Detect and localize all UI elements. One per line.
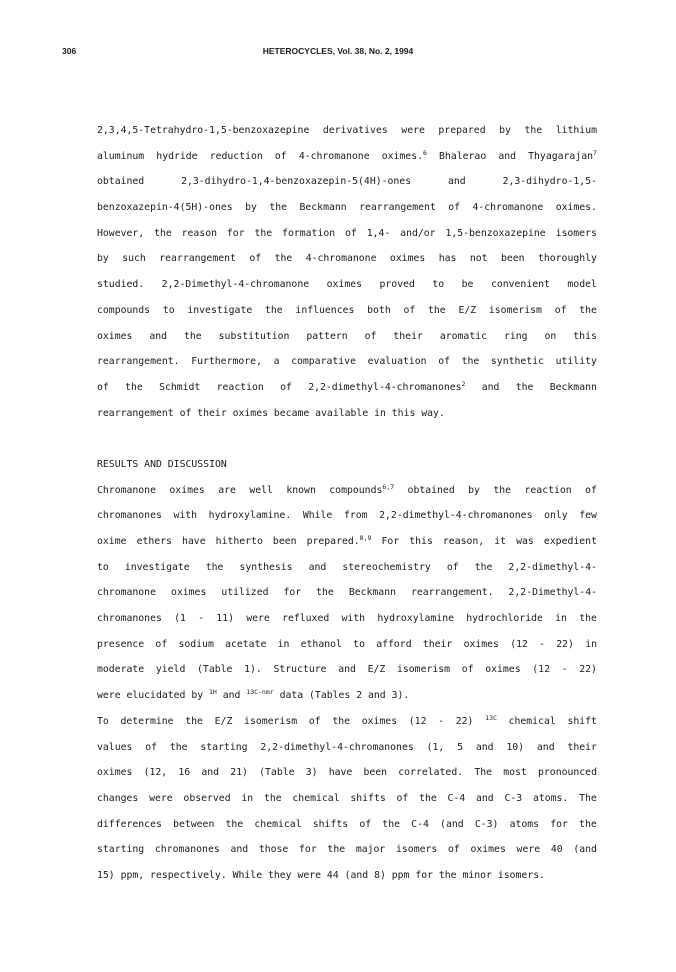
text-line: starting chromanones and those for the major isomers of oximes were 40 (and (97, 844, 597, 856)
text-line: presence of sodium acetate in ethanol to afford their oximes (12 - 22) in (97, 638, 597, 650)
text-line: oxime ethers have hitherto been prepared.$^{8,9}$ For this reason, it was expedient (97, 534, 597, 547)
text-line: benzoxazepin-4(5H)-ones by the Beckmann rearrangement of 4-chromanone oximes. (97, 202, 597, 214)
text-line: chromanones with hydroxylamine. While from 2,2-dimethyl-4-chromanones only few (97, 510, 597, 522)
section-heading: RESULTS AND DISCUSSION (97, 458, 227, 470)
text-line: of the Schmidt reaction of 2,2-dimethyl-4-chromanones$^2$ and the Beckmann (97, 379, 597, 393)
text-line: 2,3,4,5-Tetrahydro-1,5-benzoxazepine derivatives were prepared by the lithium (97, 125, 597, 136)
paragraph-3 (97, 709, 597, 889)
text-line: oximes and the substitution pattern of their aromatic ring on this (97, 330, 597, 342)
text-line: were elucidated by $^{1H}$ and $^{13C-nmr}$ data (Tables 2 and 3). (97, 688, 410, 702)
text-line: aluminum hydride reduction of 4-chromanone oximes.$^6$ Bhalerao and Thyagarajan$^7$ (97, 148, 597, 162)
text-line: changes were observed in the chemical shifts of the C-4 and C-3 atoms. The (97, 792, 597, 804)
page-number: 306 (62, 46, 77, 56)
text-line: rearrangement. Furthermore, a comparative evaluation of the synthetic utility (97, 356, 597, 368)
text-line: chromanone oximes utilized for the Beckmann rearrangement. 2,2-Dimethyl-4- (97, 587, 597, 599)
text-line: However, the reason for the formation of 1,4- and/or 1,5-benzoxazepine isomers (97, 227, 597, 239)
text-line: chromanones (1 - 11) were refluxed with hydroxylamine hydrochloride in the (97, 613, 597, 625)
text-line: obtained 2,3-dihydro-1,4-benzoxazepin-5(4H)-ones and 2,3-dihydro-1,5- (97, 176, 597, 188)
paragraph-2 (97, 478, 597, 709)
text-line: studied. 2,2-Dimethyl-4-chromanone oximes proved to be convenient model (97, 279, 597, 291)
paragraph-1 (97, 118, 597, 426)
text-line: by such rearrangement of the 4-chromanone oximes has not been thoroughly (97, 253, 597, 265)
text-line: to investigate the synthesis and stereochemistry of the 2,2-dimethyl-4- (97, 561, 597, 573)
journal-running-title: HETEROCYCLES, Vol. 38, No. 2, 1994 (262, 46, 414, 56)
text-line: 15) ppm, respectively. While they were 44 (and 8) ppm for the minor isomers. (97, 869, 546, 881)
text-line: compounds to investigate the influences both of the E/Z isomerism of the (97, 304, 597, 316)
text-line: To determine the E/Z isomerism of the oximes (12 - 22) $^{13C}$ chemical shift (97, 713, 597, 727)
text-line: differences between the chemical shifts of the C-4 (and C-3) atoms for the (97, 818, 597, 830)
text-line: values of the starting 2,2-dimethyl-4-chromanones (1, 5 and 10) and their (97, 741, 597, 753)
text-line: oximes (12, 16 and 21) (Table 3) have been correlated. The most pronounced (97, 767, 597, 779)
text-line: rearrangement of their oximes became available in this way. (97, 407, 445, 419)
text-line: moderate yield (Table 1). Structure and E/Z isomerism of oximes (12 - 22) (97, 664, 597, 676)
text-line: Chromanone oximes are well known compounds$^{6,7}$ obtained by the reaction of (97, 482, 597, 496)
running-header (0, 46, 676, 62)
article-body (97, 118, 597, 889)
